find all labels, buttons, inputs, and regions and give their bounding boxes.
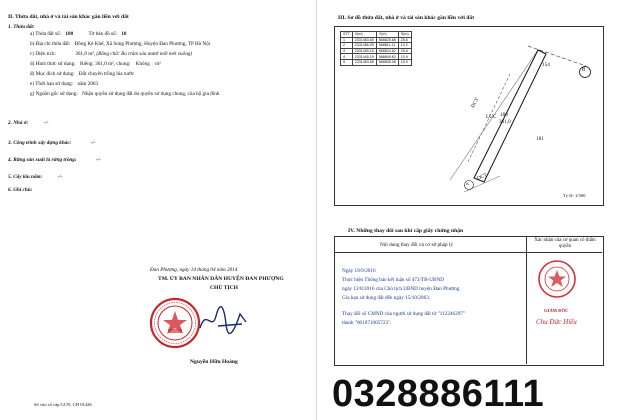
- changes-line-id-change: Thay đổi số CMND của người sử dụng đất từ "112246297": [342, 311, 465, 317]
- section-title-changes: IV. Những thay đổi sau khi cấp giấy chứng nhận: [348, 228, 464, 234]
- section-perennial: 5. Cây lâu năm: -/-: [8, 174, 63, 180]
- map-neighbor-top: 154: [542, 62, 550, 68]
- signing-org: TM. ỦY BAN NHÂN DÂN HUYỆN ĐAN PHƯỢNG: [158, 276, 284, 282]
- signing-place-date: Đan Phượng, ngày 14 tháng 04 năm 2014: [150, 267, 238, 273]
- changes-line-id-new: thành "001071005723".: [342, 320, 392, 326]
- signing-role: CHỦ TỊCH: [210, 285, 239, 291]
- signature-icon: [196, 302, 252, 338]
- table-row: 5 2331463.65 568835.06 15.9: [341, 59, 412, 65]
- changes-line: Thực hiện Thông báo kết luận số 473/TB-UBND: [342, 277, 444, 283]
- section-other-construction: 3. Công trình xây dựng khác: -/-: [8, 140, 96, 146]
- map-road-left: DCT: [470, 97, 481, 109]
- changes-frame: [334, 236, 604, 366]
- line-usage-origin: g) Nguồn gốc sử dụng: Nhận quyền sử dụng đất do quyền sử dụng chung, của hộ gia đình: [30, 91, 220, 97]
- map-scale: Tỷ lệ: 1/500: [563, 193, 586, 198]
- changes-header-confirm: Xác nhận của cơ quan có thẩm quyền: [534, 238, 596, 249]
- line-usage-purpose: đ) Mục đích sử dụng: Đất chuyên trồng lúa nước: [30, 71, 135, 77]
- section-title-land: II. Thửa đất, nhà ở và tài sản khác gắn liền với đất: [8, 14, 129, 20]
- map-marker-b: B: [582, 67, 586, 73]
- section-forest: 4. Rừng sản xuất là rừng trồng: -/-: [8, 157, 101, 163]
- line-usage-term: e) Thời hạn sử dụng: năm 2063: [30, 81, 99, 87]
- stamp-signature-name: Chu Đức Hiếu: [536, 318, 577, 326]
- line-usage-form: d) Hình thức sử dụng: Riêng: 361,0 m², chung: Không m²: [30, 61, 161, 67]
- page-divider: [316, 0, 317, 420]
- map-parcel-area: 361,0: [499, 119, 511, 125]
- section-title-diagram: III. Sơ đồ thửa đất, nhà ở và tài sản khác gắn liền với đất: [338, 15, 475, 21]
- phone-number: 0328886111: [332, 373, 545, 415]
- red-seal-icon: [148, 296, 202, 350]
- section-house: 2. Nhà ở: -/-: [8, 120, 49, 126]
- map-land-code: LUC: [486, 114, 497, 120]
- signer-name: Nguyễn Hữu Hoàng: [190, 359, 238, 365]
- changes-line: ngày 12/8/2016 của Chủ tịch UBND huyện Đan Phượng: [342, 286, 460, 292]
- changes-header-divider: [334, 252, 602, 253]
- line-area: c) Diện tích: 361,0 m², (Bằng chữ: Ba trăm sáu mươi mốt mét vuông): [30, 51, 193, 57]
- footer-registry: Số vào sổ cấp GCN: CH 01426: [34, 402, 92, 407]
- changes-header-content: Nội dung thay đổi và cơ sở pháp lý: [380, 242, 453, 248]
- table-row: 3 2331459.15 568824.62 25.6: [341, 48, 412, 54]
- table-row: 1 2331463.65 568825.68 25.6: [341, 37, 412, 43]
- line-address: b) Địa chỉ thửa đất: Đồng Kẻ Khế, Xã Song Phượng, Huyện Đan Phượng, TP Hà Nội: [30, 41, 211, 47]
- table-row: 2 2331466.39 568811.11 10.2: [341, 43, 412, 49]
- table-header-row: STT X(m) Y(m) S(m): [341, 32, 412, 38]
- section-notes: 6. Ghi chú:: [8, 187, 33, 193]
- map-road-bottom: DCT: [476, 172, 489, 182]
- subsection-land: 1. Thửa đất:: [8, 24, 35, 30]
- changes-column-divider: [526, 236, 527, 364]
- stamp-title: GIÁM ĐỐC: [544, 308, 569, 313]
- table-row: 4 2331445.19 568849.63 10.9: [341, 54, 412, 60]
- map-neighbor-right: 181: [536, 136, 544, 142]
- parcel-map: [440, 32, 600, 202]
- changes-line: Ngày 19/9/2016: [342, 268, 376, 274]
- map-marker-a: A: [466, 181, 469, 186]
- coordinates-table: [340, 31, 412, 66]
- changes-line: Gia hạn sử dụng đất đến ngày 15/10/2063.: [342, 295, 431, 301]
- line-parcel-number: a) Thửa đất số: 180 Tờ bản đồ số: 10: [30, 31, 127, 37]
- red-seal-icon: [536, 258, 578, 300]
- map-parcel-number: 180: [500, 112, 508, 118]
